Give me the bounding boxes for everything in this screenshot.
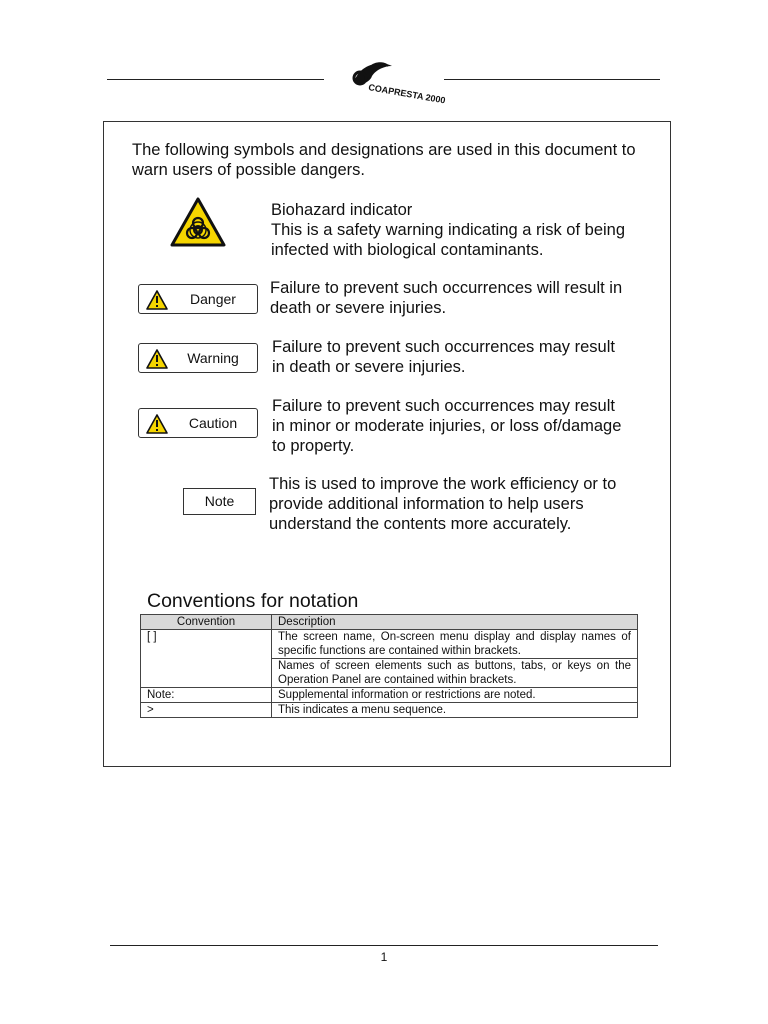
description-cell: The screen name, On-screen menu display and display names of specific functions are contained within brackets. <box>272 630 638 659</box>
footer-rule <box>110 945 658 946</box>
note-description: This is used to improve the work efficiency or to provide additional information to help users understand the contents more accurately. <box>269 475 617 533</box>
symbols-frame <box>103 121 671 767</box>
page-number: 1 <box>380 950 388 964</box>
table-row <box>141 703 638 718</box>
table-row <box>141 688 638 703</box>
header-convention: Convention <box>141 615 272 630</box>
caution-label: Caution <box>188 415 238 431</box>
biohazard-description: This is a safety warning indicating a risk of being infected with biological contaminants. <box>271 221 626 259</box>
description-cell: Names of screen elements such as buttons, tabs, or keys on the Operation Panel are contained within brackets. <box>272 659 638 688</box>
biohazard-icon <box>169 196 227 248</box>
company-logo <box>340 56 447 108</box>
note-label-box: Note <box>183 488 256 515</box>
conventions-title: Conventions for notation <box>147 590 359 612</box>
description-cell: This indicates a menu sequence. <box>272 703 638 718</box>
danger-label-box <box>138 284 258 314</box>
conventions-table <box>140 614 638 718</box>
warning-triangle-icon <box>146 290 168 310</box>
description-cell: Supplemental information or restrictions are noted. <box>272 688 638 703</box>
header-description: Description <box>272 615 638 630</box>
danger-label: Danger <box>190 291 236 307</box>
warning-description: Failure to prevent such occurrences may result in death or severe injuries. <box>272 338 615 376</box>
caution-description: Failure to prevent such occurrences may result in minor or moderate injuries, or loss of/damage to property. <box>272 397 622 455</box>
biohazard-title: Biohazard indicator <box>271 201 413 219</box>
danger-description: Failure to prevent such occurrences will result in death or severe injuries. <box>270 279 623 317</box>
intro-text: The following symbols and designations are used in this document to warn users of possible dangers. <box>132 141 636 179</box>
warning-label-box <box>138 343 258 373</box>
warning-triangle-icon <box>146 414 168 434</box>
svg-text:COAPRESTA 2000: COAPRESTA 2000 <box>367 82 447 106</box>
warning-label: Warning <box>187 350 239 366</box>
table-row <box>141 630 638 659</box>
convention-cell: > <box>141 703 272 718</box>
header-rule-left <box>107 79 324 80</box>
table-header-row <box>141 615 638 630</box>
warning-triangle-icon <box>146 349 168 369</box>
caution-label-box <box>138 408 258 438</box>
header-rule-right <box>444 79 660 80</box>
convention-cell: Note: <box>141 688 272 703</box>
convention-cell: [ ] <box>141 630 272 688</box>
